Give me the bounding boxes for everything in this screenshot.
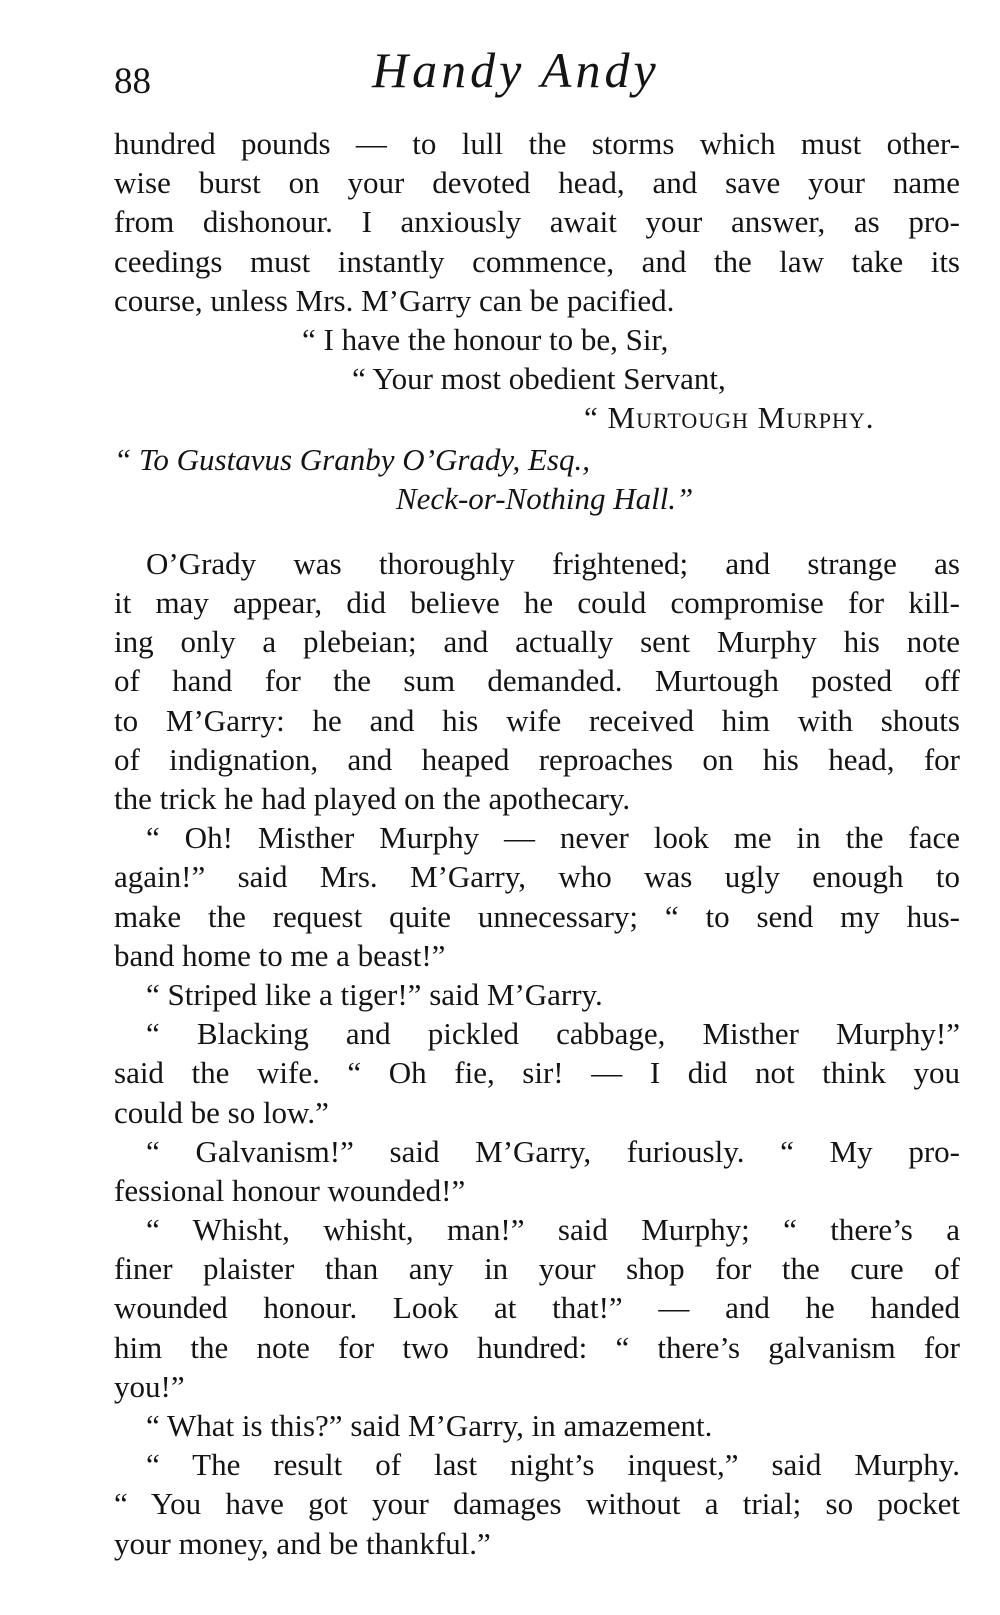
page-header	[114, 38, 964, 108]
text-line: wounded honour. Look at that!” — and he handed	[114, 1290, 960, 1326]
page-body	[114, 124, 960, 1563]
text-line: said the wife. “ Oh fie, sir! — I did not think you	[114, 1055, 960, 1091]
text-line: course, unless Mrs. M’Garry can be pacified.	[114, 282, 675, 318]
text-line: make the request quite unnecessary; “ to send my hus-	[114, 898, 960, 934]
text-line: could be so low.”	[114, 1094, 329, 1130]
letter-closing-line: “ Your most obedient Servant,	[352, 361, 726, 397]
text-line: your money, and be thankful.”	[114, 1525, 491, 1561]
text-line: “ The result of last night’s inquest,” said Murphy.	[146, 1447, 960, 1483]
letter-address: “ To Gustavus Granby O’Grady, Esq.,	[114, 441, 590, 477]
text-line: of indignation, and heaped reproaches on his head, for	[114, 741, 960, 777]
text-line: from dishonour. I anxiously await your answer, as pro-	[114, 204, 960, 240]
letter-address: Neck-or-Nothing Hall.”	[396, 480, 694, 516]
text-line: him the note for two hundred: “ there’s galvanism for	[114, 1329, 960, 1365]
text-line: band home to me a beast!”	[114, 937, 446, 973]
letter-signature: “ Murtough Murphy.	[584, 400, 875, 436]
text-line: wise burst on your devoted head, and save your name	[114, 165, 960, 201]
text-line: ing only a plebeian; and actually sent Murphy his note	[114, 624, 960, 660]
text-line: to M’Garry: he and his wife received him with shouts	[114, 702, 960, 738]
text-line: “ What is this?” said M’Garry, in amazement.	[146, 1408, 713, 1443]
text-line: finer plaister than any in your shop for the cure of	[114, 1251, 960, 1287]
text-line: hundred pounds — to lull the storms which must other-	[114, 126, 960, 161]
letter-text	[114, 124, 960, 320]
text-line: you!”	[114, 1368, 185, 1404]
text-line: “ Galvanism!” said M’Garry, furiously. “ My pro-	[146, 1133, 960, 1169]
text-line: “ Oh! Misther Murphy — never look me in the face	[146, 820, 960, 856]
text-line: the trick he had played on the apothecary.	[114, 781, 631, 816]
narrative-text	[114, 544, 960, 1563]
text-line: it may appear, did believe he could compromise for kill-	[114, 585, 960, 621]
page-number: 88	[114, 61, 151, 102]
text-line: “ Whisht, whisht, man!” said Murphy; “ there’s a	[146, 1212, 960, 1248]
text-line: ceedings must instantly commence, and the law take its	[114, 243, 960, 279]
running-title: Handy Andy	[372, 42, 660, 98]
text-line: of hand for the sum demanded. Murtough posted off	[114, 663, 960, 699]
text-line: fessional honour wounded!”	[114, 1172, 466, 1208]
text-line: “ Striped like a tiger!” said M’Garry.	[146, 976, 603, 1012]
text-line: “ You have got your damages without a trial; so pocket	[114, 1486, 960, 1522]
text-line: O’Grady was thoroughly frightened; and strange as	[146, 545, 960, 581]
text-line: again!” said Mrs. M’Garry, who was ugly enough to	[114, 859, 960, 895]
letter-closing-line: “ I have the honour to be, Sir,	[302, 321, 669, 357]
text-line: “ Blacking and pickled cabbage, Misther Murphy!”	[146, 1016, 960, 1052]
